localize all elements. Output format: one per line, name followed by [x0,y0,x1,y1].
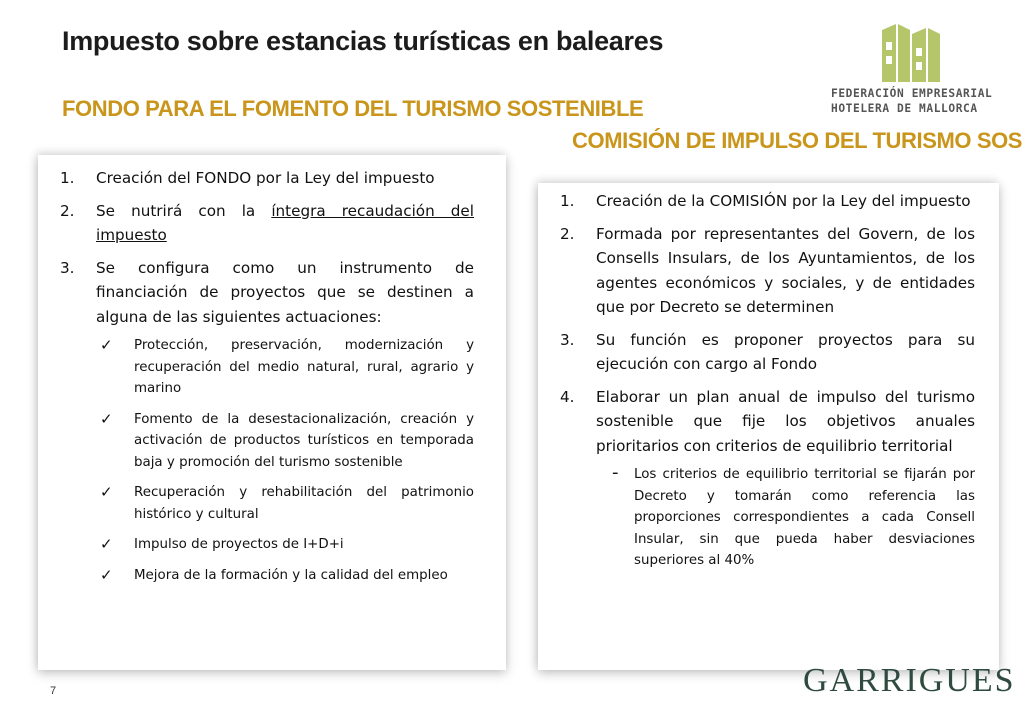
left-column [60,166,474,595]
item-text: Elaborar un plan anual de impulso del turismo sostenible que fije los objetivos anuales prioritarios con criterios de equilibrio territorial [596,387,975,455]
checklist-text: Fomento de la desestacionalización, creación y activación de productos turísticos en temporada baja y promoción del turismo sostenible [134,411,474,470]
checklist-text: Impulso de proyectos de I+D+i [134,537,344,552]
logo-line-1: FEDERACIÓN EMPRESARIAL [831,87,993,100]
underlined-text: íntegra recaudación del impuesto [96,201,474,244]
dash-bullet-icon: - [612,462,619,483]
item-number: 3. [560,330,575,349]
item-text: Se nutrirá con la [96,201,272,220]
checklist-item [96,534,474,556]
list-item [60,199,474,248]
logo-text [831,86,992,116]
item-text: Se configura como un instrumento de financiación de proyectos que se destinen a alguna de las siguientes actuaciones: [96,258,474,326]
left-numbered-list [60,166,474,586]
left-section-heading: FONDO PARA EL FOMENTO DEL TURISMO SOSTENIBLE [62,96,644,121]
right-numbered-list [560,189,975,572]
right-section-heading: COMISIÓN DE IMPULSO DEL TURISMO SOS [572,128,1023,153]
check-icon: ✓ [100,535,113,553]
list-item [560,385,975,572]
check-icon: ✓ [100,409,113,428]
list-item [60,256,474,587]
check-icon: ✓ [100,565,113,584]
dash-list [596,464,975,572]
item-text: Formada por representantes del Govern, de los Consells Insulars, de los Ayuntamientos, de los agentes económicos y sociales, y de entidades que por Decreto se determinen [596,224,975,316]
page-title: Impuesto sobre estancias turísticas en baleares [62,26,664,56]
checklist-text: Recuperación y rehabilitación del patrimonio histórico y cultural [134,485,474,522]
check-icon: ✓ [100,336,113,354]
item-number: 1. [560,192,575,210]
checklist [96,335,474,586]
checklist-text: Protección, preservación, modernización y recuperación del medio natural, rural, agrario y marino [134,338,474,396]
item-number: 1. [60,169,75,187]
logo-line-2: HOTELERA DE MALLORCA [831,102,978,115]
checklist-item [96,409,474,474]
garrigues-logo: GARRIGUES [803,662,1016,699]
checklist-item [96,335,474,400]
item-text: Creación de la COMISIÓN por la Ley del impuesto [596,192,971,210]
checklist-text: Mejora de la formación y la calidad del empleo [134,567,448,583]
list-item [60,166,474,191]
list-item [560,328,975,377]
item-number: 2. [60,201,75,220]
item-text: Su función es proponer proyectos para su ejecución con cargo al Fondo [596,330,975,373]
item-number: 3. [60,258,75,277]
item-number: 2. [560,224,575,243]
checklist-item [96,565,474,587]
list-item [560,222,975,320]
right-column [560,189,975,581]
item-text: Creación del FONDO por la Ley del impuesto [96,169,435,187]
page-number: 7 [50,685,57,697]
dash-list-text: Los criterios de equilibrio territorial se fijarán por Decreto y tomarán como referencia las proporciones correspondientes a cada Consell Insular, sin que pueda haber desviaciones superiores al 40% [634,467,975,568]
item-number: 4. [560,387,575,406]
checklist-item [96,482,474,525]
check-icon: ✓ [100,483,113,501]
dash-list-item [596,464,975,572]
list-item [560,189,975,214]
